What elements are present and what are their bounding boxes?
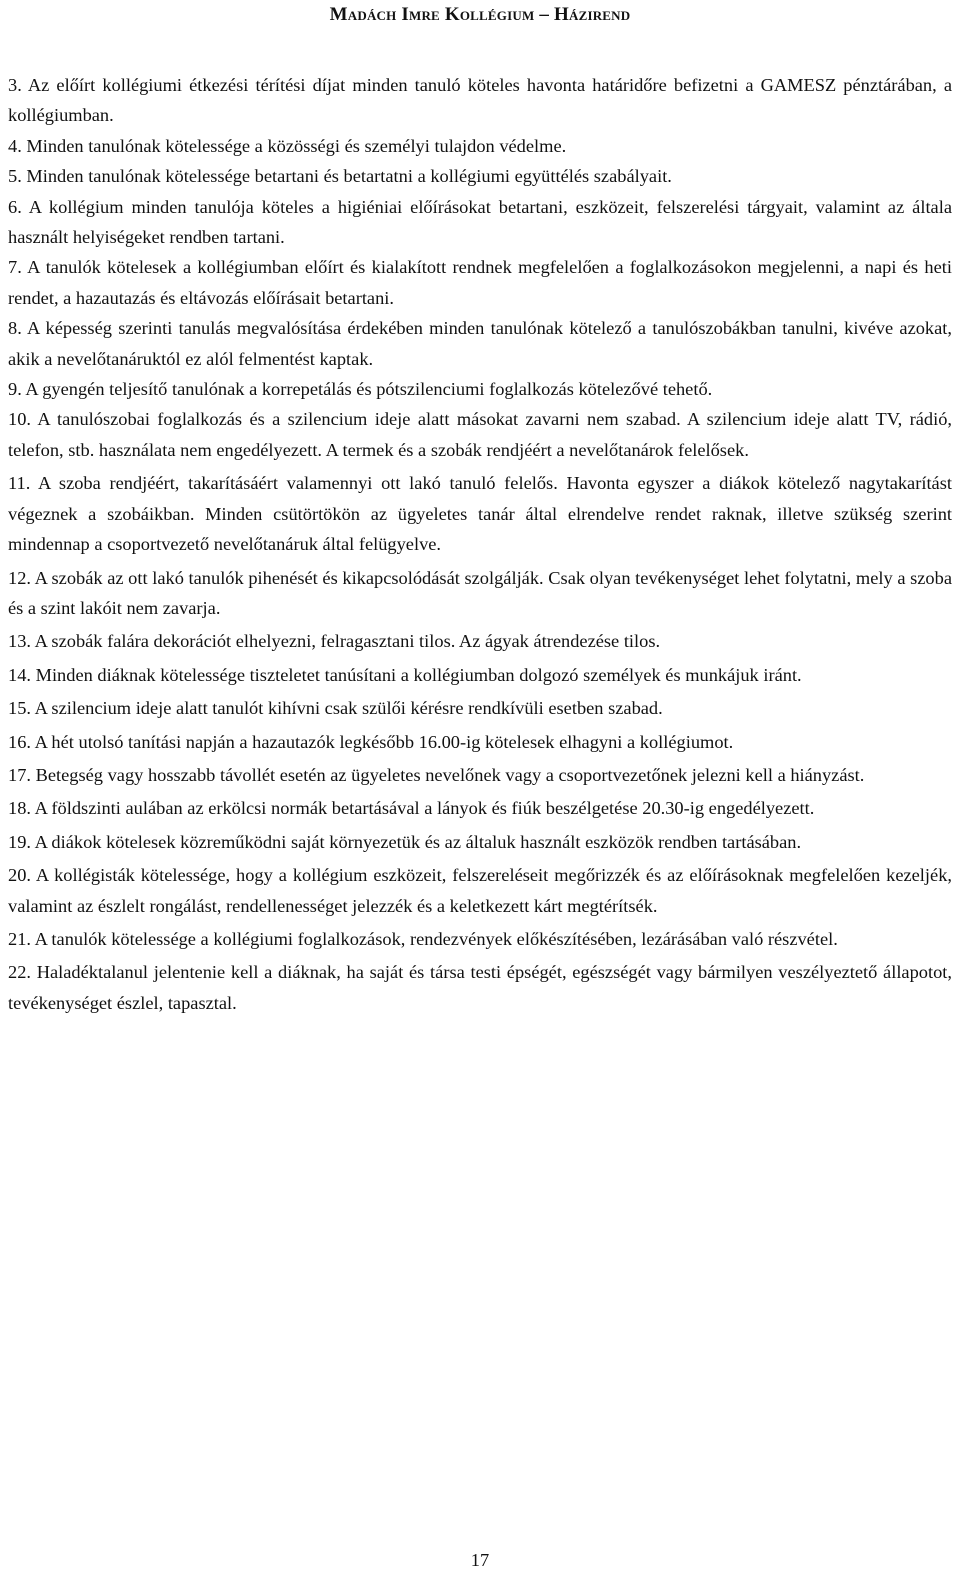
rule-item-16: 16. A hét utolsó tanítási napján a hazautazók legkésőbb 16.00-ig kötelesek elhagyni a kollégiumot. bbox=[8, 731, 734, 752]
rule-item-6: 6. A kollégium minden tanulója köteles a higiéniai előírásokat betartani, eszközeit, felszerelési tárgyait, valamint az általa használt helyiségeket rendben tartani. bbox=[8, 196, 952, 248]
rule-item-19: 19. A diákok kötelesek közreműködni saját környezetük és az általuk használt eszközök rendben tartásában. bbox=[8, 831, 802, 852]
rule-item-15: 15. A szilencium ideje alatt tanulót kihívni csak szülői kérésre rendkívüli esetben szabad. bbox=[8, 698, 663, 719]
rule-item-8: 8. A képesség szerinti tanulás megvalósítása érdekében minden tanulónak kötelező a tanulószobákban tanulni, kivéve azokat, akik a nevelőtanáruktól ez alól felmentést kaptak. bbox=[8, 318, 952, 369]
rule-item-20: 20. A kollégisták kötelessége, hogy a kollégium eszközeit, felszereléseit megőrizzék és az előírásoknak megfelelően kezeljék, valamint az észlelt rongálást, rendellenességet jelezzék és a keletkezett kárt megtérítsék. bbox=[8, 865, 952, 916]
rule-item-12: 12. A szobák az ott lakó tanulók pihenését és kikapcsolódását szolgálják. Csak olyan tevékenységet lehet folytatni, mely a szoba és a szint lakóit nem zavarja. bbox=[8, 567, 952, 618]
rule-item-10: 10. A tanulószobai foglalkozás és a szilencium ideje alatt másokat zavarni nem szabad. A szilencium ideje alatt TV, rádió, telefon, stb. használata nem engedélyezett. A termek és a szobák rendjéért a nevelőtanárok felelősek. bbox=[8, 409, 952, 460]
rule-item-5: 5. Minden tanulónak kötelessége betartani és betartatni a kollégiumi együttélés szabályait. bbox=[8, 166, 672, 187]
rules-list bbox=[8, 70, 952, 1021]
rule-item-3: 3. Az előírt kollégiumi étkezési térítési díjat minden tanuló köteles havonta határidőre befizetni a GAMESZ pénztárában, a kollégiumban. bbox=[8, 75, 952, 126]
rule-item-9: 9. A gyengén teljesítő tanulónak a korrepetálás és pótszilenciumi foglalkozás kötelezővé tehető. bbox=[8, 379, 713, 400]
rule-item-14: 14. Minden diáknak kötelessége tiszteletet tanúsítani a kollégiumban dolgozó személyek és munkájuk iránt. bbox=[8, 664, 802, 685]
page-number: 17 bbox=[470, 1550, 490, 1570]
rule-item-21: 21. A tanulók kötelessége a kollégiumi foglalkozások, rendezvények előkészítésében, lezárásában való részvétel. bbox=[8, 928, 838, 949]
rule-item-13: 13. A szobák falára dekorációt elhelyezni, felragasztani tilos. Az ágyak átrendezése tilos. bbox=[8, 631, 661, 652]
rule-item-7: 7. A tanulók kötelesek a kollégiumban előírt és kialakított rendnek megfelelően a foglalkozásokon megjelenni, a napi és heti rendet, a hazautazás és eltávozás előírásait betartani. bbox=[8, 257, 952, 308]
rule-item-17: 17. Betegség vagy hosszabb távollét esetén az ügyeletes nevelőnek vagy a csoportvezetőnek jelezni kell a hiányzást. bbox=[8, 764, 865, 785]
rule-item-4: 4. Minden tanulónak kötelessége a közösségi és személyi tulajdon védelme. bbox=[8, 135, 567, 156]
rule-item-11: 11. A szoba rendjéért, takarításáért valamennyi ott lakó tanuló felelős. Havonta egyszer a diákok kötelező nagytakarítást végeznek a szobáikban. Minden csütörtökön az ügyeletes tanár által elrendelve rendet raknak, illetve szükség szerint mindennap a csoportvezető nevelőtanáruk által felügyelve. bbox=[8, 473, 952, 555]
rule-item-18: 18. A földszinti aulában az erkölcsi normák betartásával a lányok és fiúk beszélgetése 20.30-ig engedélyezett. bbox=[8, 798, 815, 819]
rule-item-22: 22. Haladéktalanul jelentenie kell a diáknak, ha saját és társa testi épségét, egészségét vagy bármilyen veszélyeztető állapotot, tevékenységet észlel, tapasztal. bbox=[8, 962, 952, 1013]
page-header: Madách Imre Kollégium – Házirend bbox=[329, 4, 631, 25]
